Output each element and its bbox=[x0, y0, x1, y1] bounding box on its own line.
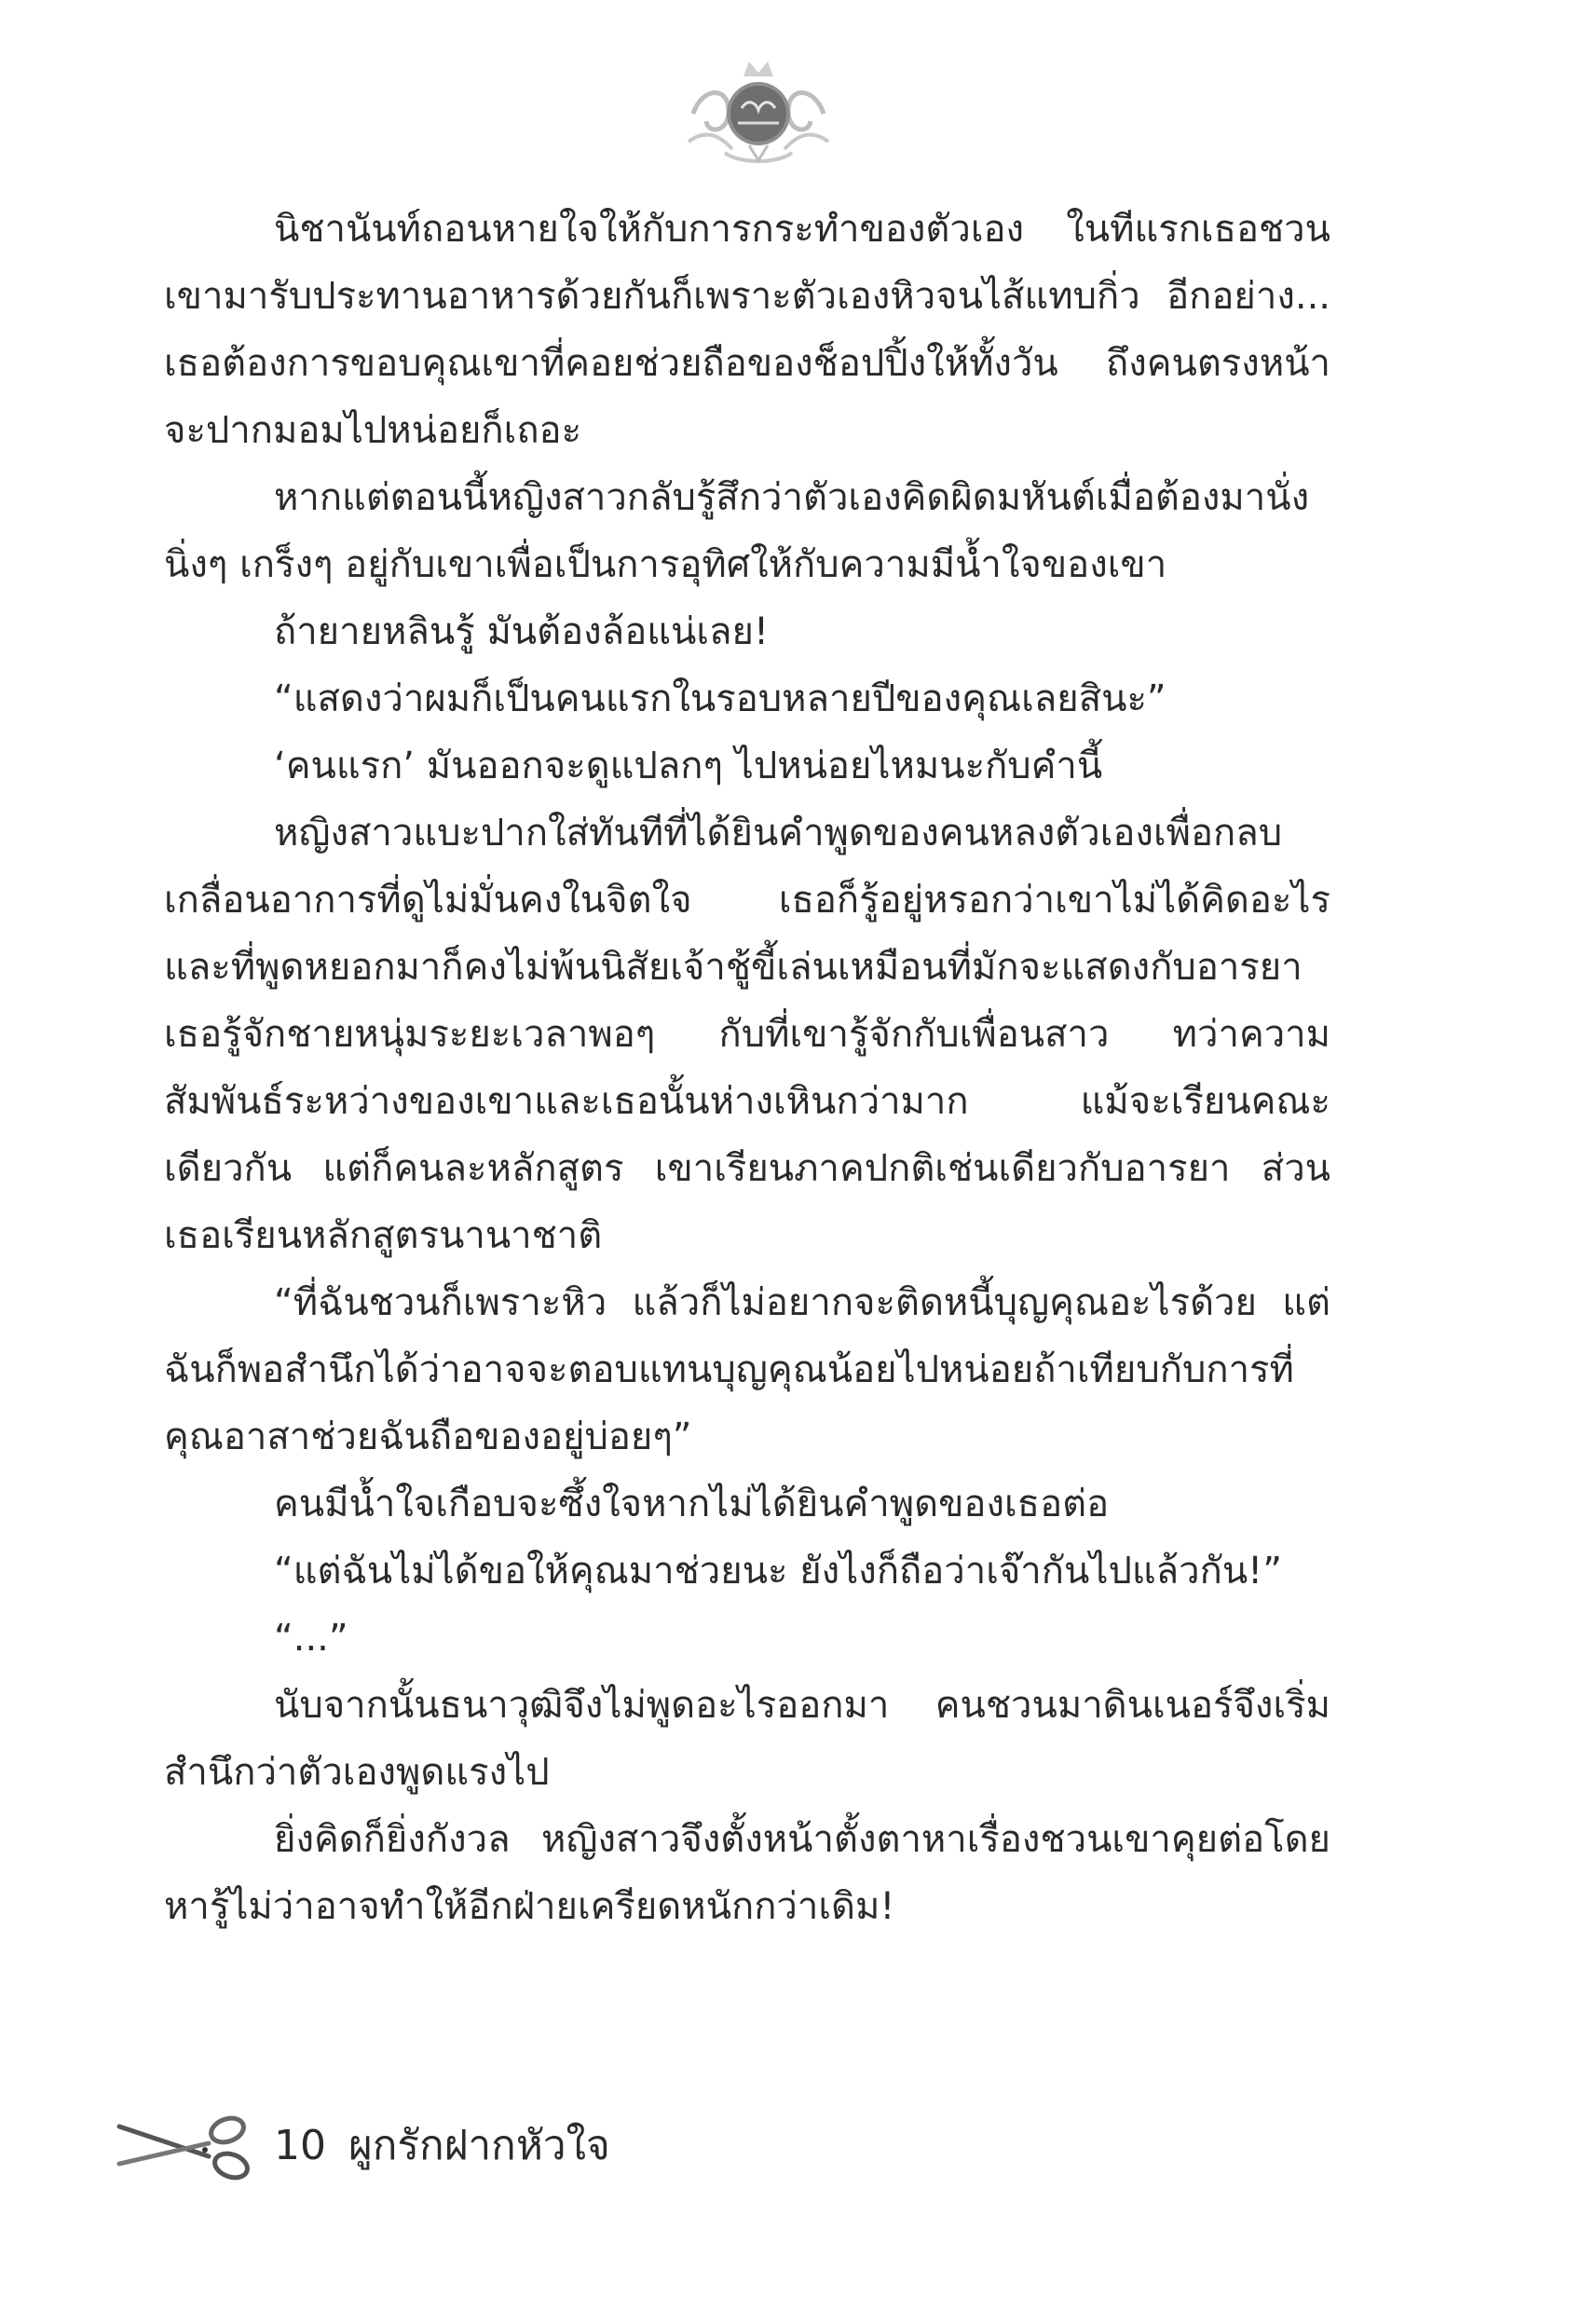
scissors-icon bbox=[116, 2108, 255, 2182]
paragraph: หากแต่ตอนนี้หญิงสาวกลับรู้สึกว่าตัวเองคิดผิดมหันต์เมื่อต้องมานั่งนิ่งๆ เกร็งๆ อยู่กับเขาเพื่อเป็นการอุทิศให้กับความมีน้ำใจของเขา bbox=[164, 476, 1310, 586]
paragraph: “ที่ฉันชวนก็เพราะหิว แล้วก็ไม่อยากจะติดหนี้บุญคุณอะไรด้วย แต่ฉันก็พอสำนึกได้ว่าอาจจะตอบแทนบุญคุณน้อยไปหน่อยถ้าเทียบกับการที่คุณอาสาช่วยฉันถือของอยู่บ่อยๆ” bbox=[164, 1281, 1330, 1458]
paragraph: คนมีน้ำใจเกือบจะซึ้งใจหากไม่ได้ยินคำพูดของเธอต่อ bbox=[274, 1483, 1110, 1525]
paragraph: “แต่ฉันไม่ได้ขอให้คุณมาช่วยนะ ยังไงก็ถือว่าเจ๊ากันไปแล้วกัน!” bbox=[274, 1550, 1282, 1593]
publisher-logo-icon bbox=[684, 48, 833, 173]
page-number: 10 bbox=[274, 2121, 326, 2169]
paragraph: ถ้ายายหลินรู้ มันต้องล้อแน่เลย! bbox=[274, 610, 769, 653]
page-footer bbox=[116, 2108, 610, 2182]
book-title: ผูกรักฝากหัวใจ bbox=[348, 2122, 610, 2169]
paragraph: หญิงสาวแบะปากใส่ทันทีที่ได้ยินคำพูดของคนหลงตัวเองเพื่อกลบเกลื่อนอาการที่ดูไม่มั่นคงในจิตใจ เธอก็รู้อยู่หรอกว่าเขาไม่ได้คิดอะไร และที่พูดหยอกมาก็คงไม่พ้นนิสัยเจ้าชู้ขี้เล่นเหมือนที่มักจะแสดงกับอารยา เธอรู้จักชายหนุ่มระยะเวลาพอๆ กับที่เขารู้จักกับเพื่อนสาว ทว่าความสัมพันธ์ระหว่างของเขาและเธอนั้นห่างเหินกว่ามาก แม้จะเรียนคณะเดียวกัน แต่ก็คนละหลักสูตร เขาเรียนภาคปกติเช่นเดียวกับอารยา ส่วนเธอเรียนหลักสูตรนานาชาติ bbox=[164, 812, 1330, 1257]
chapter-text bbox=[164, 196, 1330, 1940]
paragraph: นิชานันท์ถอนหายใจให้กับการกระทำของตัวเอง ในทีแรกเธอชวนเขามารับประทานอาหารด้วยกันก็เพราะตัวเองหิวจนไส้แทบกิ่ว อีกอย่าง... เธอต้องการขอบคุณเขาที่คอยช่วยถือของช็อปปิ้งให้ทั้งวัน ถึงคนตรงหน้าจะปากมอมไปหน่อยก็เถอะ bbox=[164, 208, 1330, 452]
paragraph: “...” bbox=[274, 1617, 348, 1660]
paragraph: นับจากนั้นธนาวุฒิจึงไม่พูดอะไรออกมา คนชวนมาดินเนอร์จึงเริ่มสำนึกว่าตัวเองพูดแรงไป bbox=[164, 1684, 1330, 1794]
paragraph: “แสดงว่าผมก็เป็นคนแรกในรอบหลายปีของคุณเลยสินะ” bbox=[274, 677, 1166, 720]
paragraph: ‘คนแรก’ มันออกจะดูแปลกๆ ไปหน่อยไหมนะกับคำนี้ bbox=[274, 745, 1103, 787]
paragraph: ยิ่งคิดก็ยิ่งกังวล หญิงสาวจึงตั้งหน้าตั้งตาหาเรื่องชวนเขาคุยต่อโดยหารู้ไม่ว่าอาจทำให้อีกฝ่ายเครียดหนักกว่าเดิม! bbox=[164, 1818, 1330, 1928]
